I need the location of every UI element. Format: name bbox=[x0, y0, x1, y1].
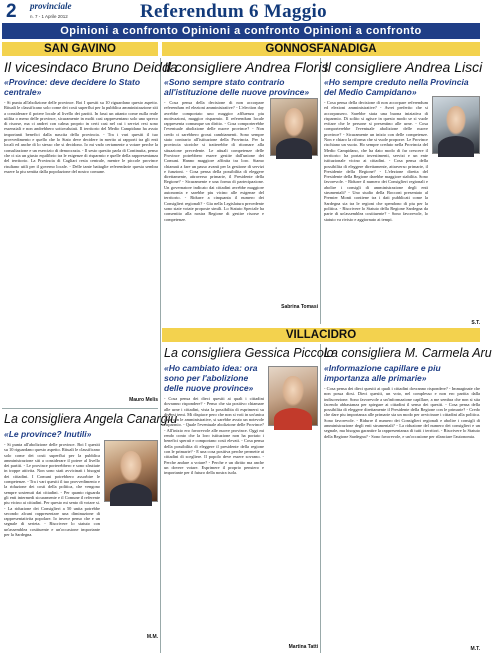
article-title: La consigliera M. Carmela Aru bbox=[324, 346, 492, 360]
piccolo-photo bbox=[268, 366, 318, 426]
article-byline: Martina Tatti bbox=[288, 644, 318, 650]
logo-title: provinciale bbox=[30, 1, 72, 11]
masthead bbox=[0, 0, 482, 22]
section-gonnosfanadiga: GONNOSFANADIGA bbox=[162, 42, 480, 56]
article-title: La consigliera Gessica Piccolo bbox=[164, 346, 334, 360]
article-byline: Sabrina Tomasi bbox=[281, 304, 318, 310]
article-deidda bbox=[4, 59, 178, 404]
page-number: 2 bbox=[6, 1, 17, 22]
column-divider bbox=[320, 344, 321, 653]
article-body: - Cosa pensa della decisione di non accorpare referendum ed elezioni amministrative? - Avrei preferito che si accorpassero. Sarebbe stata una buona iniziativa di risparmio. Di solito si agisce in questo modo se si vuole evitare che le persone si presentino alle urne. - Cosa comporterebbe l'eventuale abolizione delle nuove province? - Sicuramente un inizio con delle competenze. Non e chiaro la riforma che si vuole proporre. Le Province rischiano un vuoto. Ho sempre creduto nella Provincia del Medio Campidano, che ha dato modo di far crescere il territorio: ha portato investimenti, servizi e un ente istituzionale vicino ai cittadini. - Cosa pensa della possibilita di eleggere direttamente, attraverso primarie, il Presidente della Regione? - L'elezione diretta del Presidente della Regione darebbe maggiore stabilita. Sono favorevole. - Ridurre il numero dei Consiglieri regionali e abolire i consigli di amministrazione degli enti strumentali? - Uno studio della Bocconi presentato al Premier Monti contiene tra i dati pubblicati come la Sardegna sia tra le regioni che spendono di piu per la politica. - Riscrivere lo Statuto della Regione Sardegna da parte di un'assemblea costituente? - Sono favorevole, lo statuto va rivisto e aggiornato ai tempi. bbox=[324, 100, 428, 222]
article-byline: S.T. bbox=[471, 320, 480, 326]
article-title: Il consigliere Andrea Floris bbox=[164, 59, 329, 75]
opinion-banner: Opinioni a confronto Opinioni a confronto Opinioni a confronto bbox=[2, 23, 480, 39]
column-divider bbox=[320, 58, 321, 324]
article-body: - Cosa pensa dei dieci quesiti ai quali i cittadini dovranno rispondere? - Penso che sia positivo chiamare alle urne i cittadini, vista la possibilita di esprimersi su diversi temi. Mi dispiace pero che non si voti in un'unica data con le amministrative, si sarebbe avuto un notevole risparmio. - Quale l'eventuale abolizione delle Province? - All'inizio ero favorevole alle nuove province. Oggi mi rendo conto che la loro istituzione non ha portato i benefici sperati e comportano costi elevati. - Cosa pensa della possibilita di eleggere il presidente della regione con le primarie? - E una cosa positiva perche permette ai cittadini di scegliere. Il popolo deve essere sovrano. - Perche andare a votare? - Perche e un diritto ma anche un dovere votare. Esprimere il proprio pensiero e importante per il futuro della nostra isola. bbox=[164, 396, 264, 476]
article-byline: M.M. bbox=[146, 634, 158, 640]
article-subtitle: «Province: deve decidere lo Stato centrale» bbox=[4, 77, 141, 97]
page-headline: Referendum 6 Maggio bbox=[140, 1, 327, 22]
article-title: La consigliera Angela Canargiu bbox=[4, 412, 178, 426]
article-title: Il consigliere Andrea Lisci bbox=[324, 59, 483, 75]
article-subtitle: «Ho sempre creduto nella Provincia del Medio Campidano» bbox=[324, 77, 469, 97]
issue-info: n. 7 - 1 Aprile 2012 bbox=[30, 14, 68, 19]
canargiu-photo bbox=[104, 440, 158, 502]
floris-photo bbox=[270, 98, 318, 156]
article-aru bbox=[324, 346, 492, 653]
article-body: - Si punta all'abolizione delle province. Boi I quesiti su 10 riguardano questo aspetto. Rituali le classificano solo come dei costi superflui per la pubblica amministrazione siti a considerare il potere al livello dei partiti. - Le province porterebbero e sono sfruttate in troppe attivita. Non sono stati avvicinati i bisogni dei cittadini. I Comuni potrebbero assorbire le competenze. - Tra i vari quesiti il tuo provvedimento e la riduzione dei costi della politica, che vengono sempre sostenuti dai cittadini. - Per quanto riguarda gli enti intermedi sicuramente e il Comune il referente piu vicino ai cittadini. Per questo mi sento di votare si. - La riduzione dei Consiglieri a 50 unita potrebbe secondo alcuni rappresentare una diminuzione di rappresentativita popolare. Io invece penso che e un segnale di serieta. - Riscrivere lo statuto con un'assemblea costituente e un'occasione importante per la Sardegna. bbox=[4, 442, 100, 538]
section-san-gavino: SAN GAVINO bbox=[2, 42, 158, 56]
article-body: - Si punta all'abolizione delle province. Boi I quesiti su 10 riguardano questo aspetto. Rituali le classificano solo come dei costi superflui per la pubblica amministrazione siti a considerare il potere locale al livello dei partiti. In fassi un attanto come nulla reale utilita o meno delle province, sicuramente in molti casi rappresentano solo uno spreco di risorse, ma ci andrei con calma proprio in certi casi nel cui i servizi resi sono essenziali e non andrebbero sottovalutati. Il territorio del Medio Campidano ha avuto importanti benefici dalla nascita della provincia. - Tra i vari quesiti il tuo provvedimento e quello che lo Stato deve decidere in merito ai rapporti tra gli enti locali ed anche di lo stesso che si decidono. Io mi vado certamente a votare perche la consultazione e un esercizio di democrazia. - Il sesto quesito parla di Continuita, penso che ci sia un giusto equilibrio tra le esigenze di risparmio e quelle della rappresentanza del territorio. La Provincia di Cagliari resta centrale, mentre le piccole province risultano utili per il governo locale. - Delle tante battaglie referendarie questa sembra essere la piu sentita dalla popolazione del nostro comune. bbox=[4, 100, 158, 174]
lisci-photo bbox=[432, 96, 480, 154]
article-subtitle: «Le province? Inutili» bbox=[4, 429, 92, 439]
article-body: - Cosa pensa della decisione di non accorpare referendum ed elezioni amministrative? - L'election day avrebbe comportato uno maggior affluenza piu motivazioni, maggior risparmio. Il referendum locale rappresenta comunque un diritto. - Cosa comporterebbe l'eventuale abolizione delle nuove province? - Non credo ci sarebbero grossi cambiamenti. Sono sempre stato contrario all'istituzione della Provincia. Per la provincia storiche si tratterebbe di ritornare alla situazione precedente. Le attuali competenze delle Province potrebbero essere gestite dall'unione dei Comuni. Hanno maggiore affinita tra loro. Siamo chiamati a fare un passo avanti per la gestione di servizi e funzioni. - Cosa pensa della possibilita di eleggere direttamente, attraverso primarie, il Presidente della Regione? - Sicuramente e una forma di partecipazione. Un governatore indicato dai cittadini avrebbe maggiore autonomia e sarebbe piu vicino alle esigenze del territorio. - Ridurre a cinquanta il numero dei Consiglieri regionali? - Gia nella Legislatura precedente sono state votate proposte simili. Lo Statuto Speciale ha consentito alla nostra Regione di gestire risorse e competenze. bbox=[164, 100, 264, 222]
article-byline: M.T. bbox=[470, 646, 480, 652]
article-subtitle: «Sono sempre stato contrario all'istituzione delle nuove province» bbox=[164, 77, 310, 97]
article-divider bbox=[2, 408, 158, 409]
section-villacidro: VILLACIDRO bbox=[162, 328, 480, 342]
column-divider bbox=[160, 58, 161, 653]
article-title: Il vicesindaco Bruno Deidda bbox=[4, 59, 178, 75]
article-subtitle: «Informazione capillare e piu importanza alle primarie» bbox=[324, 363, 441, 383]
article-byline: Mauro Melis bbox=[129, 397, 158, 403]
article-body: - Cosa pensa dei dieci quesiti ai quali i cittadini dovranno rispondere? - Immaginate che non possa dirsi. Dieci quesiti, un voto, nel complesso e non ero partita dalla indiscrezione. Sono favorevole a un'informazione capillare, a me sembra che non si stia facendo abbastanza per spiegare ai cittadini il senso dei quesiti. - Cosa pensa della possibilita di eleggere direttamente il Presidente della Regione con le primarie? - Credo che dare piu importanza alle primarie sia un modo per avvicinare i cittadini alla politica. Sono favorevole. - Ridurre il numero dei Consiglieri regionali e abolire i consigli di amministrazione degli enti strumentali? - La riduzione del numero dei consiglieri e un segnale, ma bisogna garantire la rappresentanza di tutti i territori. - Riscrivere lo Statuto della Regione Sardegna? - Sono favorevole, e un'occasione per rilanciare l'autonomia. bbox=[324, 386, 480, 439]
article-subtitle: «Ho cambiato idea: ora sono per l'abolizione delle nuove province» bbox=[164, 363, 258, 393]
